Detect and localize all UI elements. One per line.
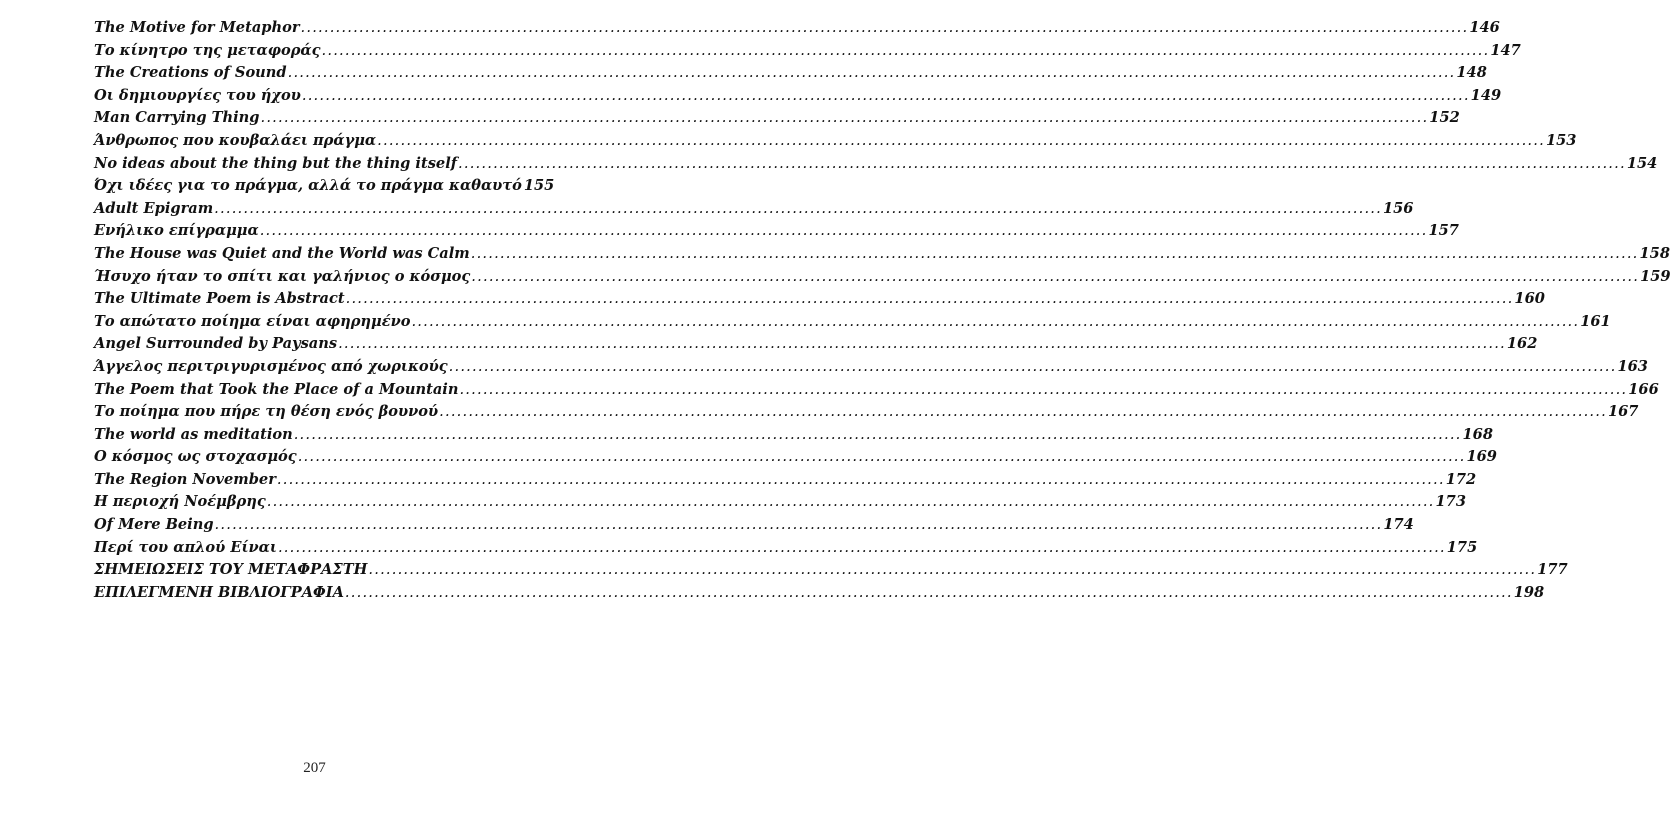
dot-leader (298, 446, 1466, 469)
toc-entry-page: 154 (1626, 154, 1658, 172)
toc-entry-page: 146 (1469, 19, 1500, 36)
dot-leader (302, 85, 1470, 108)
toc-entry-title: ΕΠΙΛΕΓΜΕΝΗ ΒΙΒΛΙΟΓΡΑΦΙΑ (94, 583, 344, 601)
dot-leader (471, 243, 1639, 266)
dot-leader (278, 537, 1446, 560)
dot-leader (294, 424, 1462, 447)
toc-entry-title: Περί του απλού Είναι (94, 538, 277, 556)
toc-entry-page: 166 (1628, 380, 1659, 398)
toc-entry (94, 491, 1466, 514)
dot-leader (377, 130, 1545, 153)
toc-entry (94, 424, 1493, 447)
toc-entry-title: Όχι ιδέες για το πράγμα, αλλά το πράγμα καθαυτό (94, 177, 522, 195)
toc-entry (94, 130, 1577, 153)
toc-entry-page: 173 (1435, 493, 1466, 511)
toc-entry-page: 175 (1446, 538, 1478, 556)
toc-entry-page: 153 (1545, 131, 1577, 149)
toc-entry-title: No ideas about the thing but the thing itself (94, 154, 458, 172)
toc-entry-title: Adult Epigram (94, 199, 214, 217)
toc-entry (94, 311, 1611, 334)
dot-leader (288, 62, 1456, 85)
toc-entry (94, 559, 1568, 582)
dot-leader (322, 40, 1490, 63)
dot-leader (301, 17, 1469, 40)
toc-entry-page: 147 (1490, 41, 1521, 59)
toc-entry-page: 158 (1639, 244, 1670, 262)
toc-entry (94, 243, 1670, 266)
dot-leader (277, 469, 1445, 492)
toc-entry-page: 174 (1383, 516, 1414, 534)
toc-entry-page: 148 (1456, 64, 1487, 82)
toc-entry-title: Ο κόσμος ως στοχασμός (94, 448, 297, 466)
toc-entry-title: The Creations of Sound (94, 64, 287, 82)
dot-leader (260, 220, 1428, 243)
toc-entry-title: The world as meditation (94, 425, 293, 443)
toc-entry-title: Of Mere Being (94, 516, 214, 534)
toc-entry (94, 17, 1500, 40)
toc-entry-title: Το κίνητρο της μεταφοράς (94, 41, 321, 59)
toc-entry-page: 162 (1506, 335, 1538, 353)
toc-entry-page: 152 (1429, 109, 1460, 127)
toc-entry (94, 220, 1459, 243)
toc-entry-title: Ήσυχο ήταν το σπίτι και γαλήνιος ο κόσμος (94, 267, 471, 285)
toc-entry (94, 469, 1477, 492)
dot-leader (346, 288, 1514, 311)
toc-entry-title: Angel Surrounded by Paysans (94, 335, 338, 353)
toc-entry-title: The Motive for Metaphor (94, 19, 300, 36)
page-number: 207 (303, 760, 326, 776)
dot-leader (261, 107, 1429, 130)
toc-entry (94, 40, 1521, 63)
toc-entry-page: 157 (1428, 222, 1459, 240)
toc-entry-title: Το ποίημα που πήρε τη θέση ενός βουνού (94, 403, 439, 421)
dot-leader (439, 401, 1607, 424)
toc-entry (94, 356, 1648, 379)
toc-entry (94, 153, 1658, 176)
toc-entry-title: Άγγελος περιτριγυρισμένος από χωρικούς (94, 357, 448, 375)
toc-entry-page: 149 (1470, 86, 1502, 104)
toc-entry (94, 401, 1639, 424)
toc-entry-page: 167 (1607, 403, 1639, 421)
toc-entry-title: Η περιοχή Νοέμβρης (94, 493, 266, 511)
dot-leader (368, 559, 1536, 582)
dot-leader (471, 266, 1639, 289)
toc-entry-page: 169 (1466, 448, 1497, 466)
toc-entry-title: Man Carrying Thing (94, 109, 260, 127)
dot-leader (459, 379, 1627, 402)
toc-entry-page: 159 (1640, 267, 1671, 285)
toc-entry-page: 160 (1514, 290, 1545, 308)
toc-entry (94, 514, 1414, 537)
toc-entry-page: 198 (1513, 583, 1545, 601)
toc-entry (94, 582, 1545, 605)
dot-leader (338, 333, 1506, 356)
toc-entry-page: 177 (1537, 561, 1568, 579)
toc-entry-page: 156 (1382, 199, 1414, 217)
toc-entry (94, 333, 1538, 356)
toc-entry-page: 155 (523, 177, 555, 195)
dot-leader (345, 582, 1513, 605)
toc-entry-title: Το απώτατο ποίημα είναι αφηρημένο (94, 312, 411, 330)
toc-entry (94, 288, 1545, 311)
toc-entry-title: The Ultimate Poem is Abstract (94, 290, 345, 308)
toc-entry-title: The House was Quiet and the World was Calm (94, 244, 470, 262)
toc-entry-title: Οι δημιουργίες του ήχου (94, 86, 301, 104)
toc-entry (94, 198, 1414, 221)
toc-entry (94, 537, 1478, 560)
toc-entry (94, 62, 1487, 85)
toc-entry (94, 266, 1671, 289)
toc-entry-title: Άνθρωπος που κουβαλάει πράγμα (94, 131, 377, 149)
toc-entry (94, 446, 1497, 469)
dot-leader (449, 356, 1617, 379)
toc-entry (94, 107, 1460, 130)
toc-entry-page: 172 (1445, 470, 1477, 488)
toc-entry (94, 379, 1659, 402)
toc-entry-page: 168 (1462, 425, 1493, 443)
toc-entry-page: 161 (1580, 312, 1611, 330)
dot-leader (215, 514, 1383, 537)
dot-leader (411, 311, 1579, 334)
toc-entry-title: ΣΗΜΕΙΩΣΕΙΣ ΤΟΥ ΜΕΤΑΦΡΑΣΤΗ (94, 561, 368, 579)
dot-leader (458, 153, 1626, 176)
toc-entry-title: The Poem that Took the Place of a Mountain (94, 380, 459, 398)
toc-entry (94, 85, 1502, 108)
dot-leader (267, 491, 1435, 514)
dot-leader (214, 198, 1382, 221)
toc-entry-title: The Region November (94, 470, 276, 488)
table-of-contents (94, 17, 1671, 604)
toc-entry-title: Ενήλικο επίγραμμα (94, 222, 259, 240)
toc-entry-page: 163 (1617, 357, 1648, 375)
toc-entry (94, 175, 555, 198)
